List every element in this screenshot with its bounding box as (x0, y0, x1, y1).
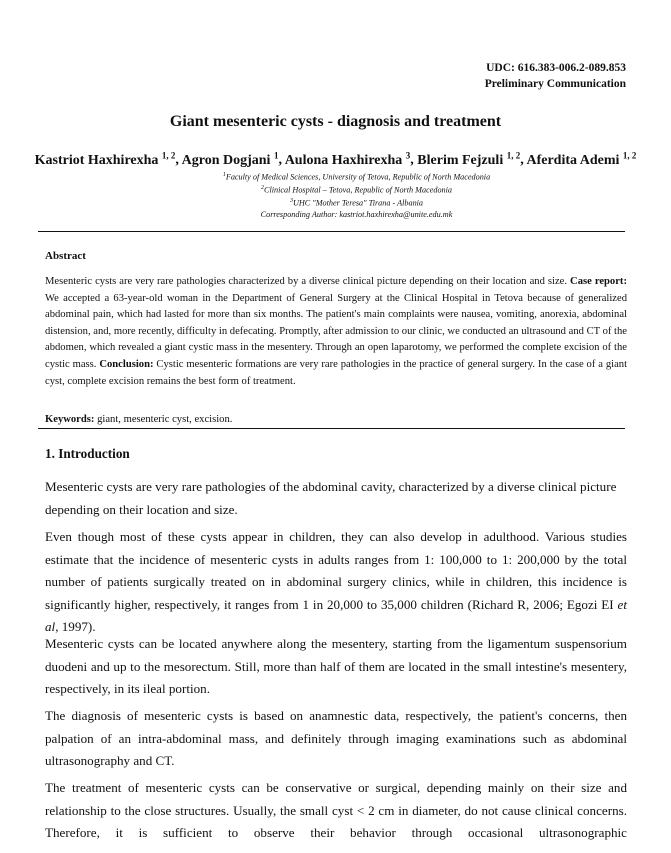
affiliation: $^2$Clinical Hospital – Tetova, Republic of North Macedonia (261, 185, 452, 195)
divider (38, 231, 625, 232)
corresponding-author: Corresponding Author: kastriot.haxhirexha@unite.edu.mk (260, 209, 453, 219)
author: Kastriot Haxhirexha $^{1, 2}$ (34, 150, 176, 168)
affiliation: $^3$UHC "Mother Teresa" Tirana - Albania (289, 198, 424, 209)
paragraph: The diagnosis of mesenteric cysts is based on anamnestic data, respectively, the patient's concerns, then palpation of an intra-abdominal mass, and definitely through imaging examinations such as abdominal ultrasonography and CT. (45, 708, 627, 768)
divider (38, 428, 625, 429)
author: Aferdita Ademi $^{1, 2}$ (526, 150, 637, 168)
article-type: Preliminary Communication (484, 78, 626, 90)
paragraph: Mesenteric cysts can be located anywhere along the mesentery, starting from the ligamentum suspensorium duodeni and up to the mesorectum. Still, more than half of them are located in the small intestine's mesentery, respectively, in its ileal portion. (45, 636, 627, 696)
paragraph: Even though most of these cysts appear in children, they can also develop in adulthood. Various studies estimate that the incidence of mesenteric cysts in adults ranges from 1: 100,000 to 1: 200,000 by the total number of patients surgically treated on in abdominal surgery clinics, while in children, this incidence is significantly higher, respectively, it ranges from 1 in 20,000 to 35,000 children (Richard R, 2006; Egozi EI et al, 1997). (45, 529, 627, 634)
paper-title: Giant mesenteric cysts - diagnosis and treatment (169, 113, 502, 130)
article-meta (485, 60, 626, 92)
section-heading-introduction: 1. Introduction (45, 446, 130, 461)
keywords-label: Keywords: (45, 414, 95, 425)
author: Aulona Haxhirexha $^3$ (284, 150, 411, 168)
citation-et-al: et al (45, 596, 627, 634)
paragraph: The treatment of mesenteric cysts can be conservative or surgical, depending mainly on their size and relationship to the close structures. Usually, the small cyst < 2 cm in diameter, do not cause clinical concerns. Therefore, it is sufficient to observe their behavior through occasional ultrasonographic (45, 780, 627, 840)
author-list: Kastriot Haxhirexha $^{1, 2}$, Agron Dogjani $^1$, Aulona Haxhirexha $^3$, Blerim Fejzuli $^{1, 2}$, Aferdita Ademi $^{1, 2}$ (34, 150, 637, 168)
keywords-text: giant, mesenteric cyst, excision. (97, 414, 233, 425)
affiliations (45, 170, 668, 220)
abstract-heading: Abstract (45, 250, 86, 262)
conclusion-text: Cystic mesenteric formations are very rare pathologies in the practice of general surgery. In the case of a giant cyst, complete excision remains the best form of treatment. (45, 358, 628, 387)
keywords (45, 414, 232, 425)
case-report-label: Case report: (570, 276, 627, 287)
affiliation: $^1$Faculty of Medical Sciences, University of Tetova, Republic of North Macedonia (222, 172, 491, 182)
case-report-text: We accepted a 63-year-old woman in the Department of General Surgery at the Clinical Hospital in Tetova because of generalized abdominal pain, which had lasted for more than six months. The patient's main complaints were nausea, vomiting, anorexia, abdominal distension, and, more recently, difficulty in defecating. Promptly, after admission to our clinic, we conducted an ultrasound and CT of the abdomen, which revealed a giant cystic mass in the mesentery. Through an open laparotomy, we performed the complete excision of the cystic mass. (45, 292, 627, 370)
abstract-intro: Mesenteric cysts are very rare pathologies characterized by a diverse clinical picture depending on their location and size. (45, 276, 568, 287)
author: Agron Dogjani $^1$ (181, 150, 279, 168)
paragraph: Mesenteric cysts are very rare pathologies of the abdominal cavity, characterized by a diverse clinical picture depending on their location and size. (45, 479, 617, 517)
conclusion-label: Conclusion: (99, 358, 154, 370)
udc-code: UDC: 616.383-006.2-089.853 (486, 62, 626, 74)
abstract-body (45, 274, 627, 390)
author: Blerim Fejzuli $^{1, 2}$ (417, 150, 521, 168)
